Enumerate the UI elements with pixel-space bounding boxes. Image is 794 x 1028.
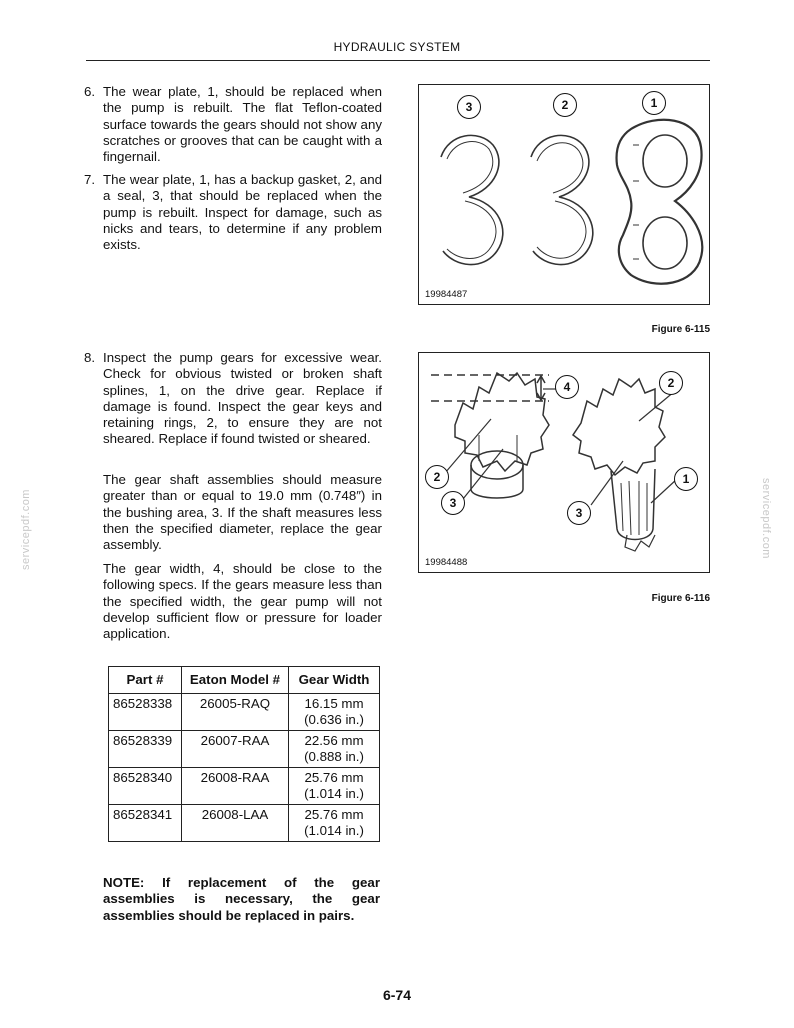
step-number: 6. bbox=[84, 84, 96, 99]
column-header: Part # bbox=[109, 667, 182, 694]
part-number-cell: 86528340 bbox=[109, 768, 182, 805]
model-cell: 26008-LAA bbox=[182, 805, 289, 842]
width-in: (1.014 in.) bbox=[304, 823, 364, 838]
callout-backup-gasket: 2 bbox=[553, 93, 577, 117]
page-number: 6-74 bbox=[382, 987, 412, 1003]
callout-gear-key-ring-left: 2 bbox=[425, 465, 449, 489]
watermark-left: servicepdf.com bbox=[20, 489, 32, 570]
callout-seal: 3 bbox=[457, 95, 481, 119]
width-mm: 25.76 mm bbox=[304, 770, 364, 785]
model-cell: 26007-RAA bbox=[182, 731, 289, 768]
callout-wear-plate: 1 bbox=[642, 91, 666, 115]
seals-illustration bbox=[419, 85, 709, 304]
callout-bushing-area-left: 3 bbox=[441, 491, 465, 515]
width-mm: 22.56 mm bbox=[304, 733, 364, 748]
figure-id: 19984488 bbox=[425, 557, 468, 568]
gear-width-cell bbox=[289, 805, 380, 842]
table-row bbox=[109, 805, 380, 842]
watermark-right: servicepdf.com bbox=[760, 478, 772, 559]
step-7 bbox=[84, 172, 382, 253]
gear-width-cell bbox=[289, 694, 380, 731]
width-mm: 25.76 mm bbox=[304, 807, 364, 822]
step-6 bbox=[84, 84, 382, 165]
figure-wear-plate-seals bbox=[418, 84, 710, 305]
part-number-cell: 86528338 bbox=[109, 694, 182, 731]
step-8 bbox=[84, 350, 382, 448]
callout-shaft-splines: 1 bbox=[674, 467, 698, 491]
figure-pump-gears bbox=[418, 352, 710, 573]
figure-id: 19984487 bbox=[425, 289, 468, 300]
step-text: The wear plate, 1, has a backup gasket, 2, and a seal, 3, that should be replaced when the pump is rebuilt. Inspect for damage, such as nicks and tears, to determine if any problem exists. bbox=[103, 172, 382, 253]
figure-caption: Figure 6-115 bbox=[651, 324, 710, 335]
model-cell: 26005-RAQ bbox=[182, 694, 289, 731]
shaft-measurement-paragraph: The gear shaft assemblies should measure greater than or equal to 19.0 mm (0.748″) in the bushing area, 3. If the shaft measures less then the specified diameter, replace the gear assembly. bbox=[103, 472, 382, 553]
header-divider bbox=[86, 60, 710, 61]
width-in: (0.888 in.) bbox=[304, 749, 364, 764]
step-text: Inspect the pump gears for excessive wear. Check for obvious twisted or broken shaft splines, 1, on the drive gear. Replace if damage is found. Inspect the gear keys and retaining rings, 2, to ensure they are not sheared. Replace if found twisted or sheared. bbox=[103, 350, 382, 447]
table-row bbox=[109, 694, 380, 731]
gear-width-cell bbox=[289, 768, 380, 805]
column-header: Eaton Model # bbox=[182, 667, 289, 694]
gear-width-cell bbox=[289, 731, 380, 768]
replacement-note: NOTE: If replacement of the gear assemblies is necessary, the gear assemblies should be replaced in pairs. bbox=[103, 875, 380, 923]
step-number: 7. bbox=[84, 172, 96, 187]
part-number-cell: 86528341 bbox=[109, 805, 182, 842]
table-row bbox=[109, 768, 380, 805]
column-header: Gear Width bbox=[289, 667, 380, 694]
step-number: 8. bbox=[84, 350, 96, 365]
figure-caption: Figure 6-116 bbox=[651, 593, 710, 604]
width-in: (0.636 in.) bbox=[304, 712, 364, 727]
callout-bushing-area-right: 3 bbox=[567, 501, 591, 525]
width-in: (1.014 in.) bbox=[304, 786, 364, 801]
callout-gear-width: 4 bbox=[555, 375, 579, 399]
part-number-cell: 86528339 bbox=[109, 731, 182, 768]
gear-width-paragraph: The gear width, 4, should be close to the following specs. If the gears measure less than the specified width, the gear pump will not develop sufficient flow or pressure for loader application. bbox=[103, 561, 382, 642]
width-mm: 16.15 mm bbox=[304, 696, 364, 711]
table-header-row bbox=[109, 667, 380, 694]
gear-width-table bbox=[108, 666, 380, 842]
callout-gear-key-ring-right: 2 bbox=[659, 371, 683, 395]
model-cell: 26008-RAA bbox=[182, 768, 289, 805]
step-text: The wear plate, 1, should be replaced when the pump is rebuilt. The flat Teflon-coated surface towards the gears should not show any scratches or grooves that can be caught with a fingernail. bbox=[103, 84, 382, 165]
running-header: HYDRAULIC SYSTEM bbox=[333, 40, 461, 54]
table-row bbox=[109, 731, 380, 768]
